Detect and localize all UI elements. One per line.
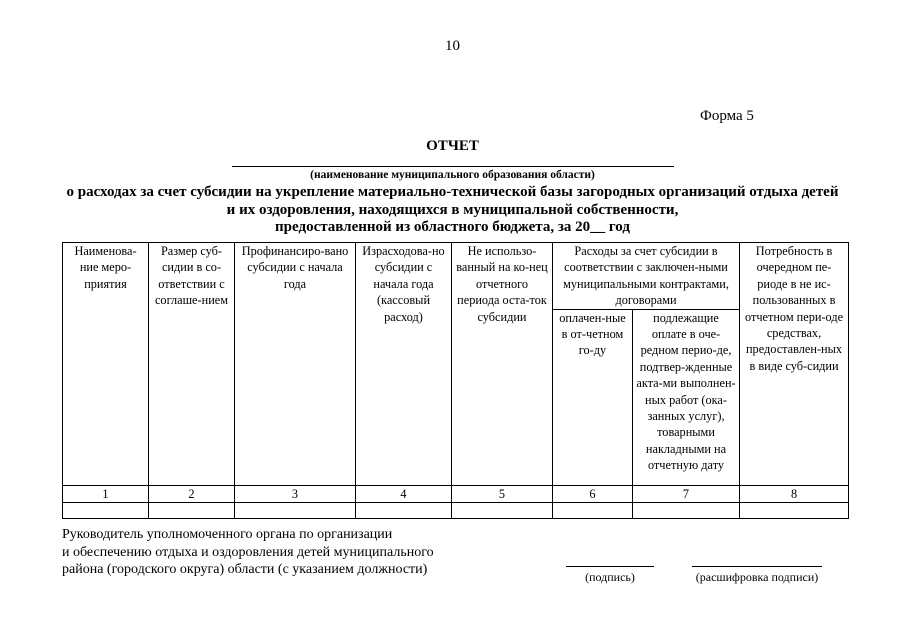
table-cell	[235, 503, 356, 519]
column-number: 3	[235, 485, 356, 502]
signer-line-3: района (городского округа) области (с указанием должности)	[62, 562, 428, 577]
column-number: 5	[452, 485, 553, 502]
column-number: 8	[740, 485, 849, 502]
page-number: 10	[445, 38, 460, 54]
table-cell	[356, 503, 452, 519]
report-table	[62, 242, 849, 519]
municipality-name-caption: (наименование муниципального образования области)	[310, 169, 595, 181]
column-subheader: подлежащие оплате в оче-редном перио-де, подтвер-жденные акта-ми выполнен-ных работ (ока-занных услуг), товарными накладными на отчетную дату	[633, 309, 740, 485]
column-header: Размер суб-сидии в со-ответствии с соглаше-нием	[149, 243, 235, 486]
signature-decoding-line	[692, 566, 822, 567]
column-header: Израсходова-но субсидии с начала года (кассовый расход)	[356, 243, 452, 486]
form-label: Форма 5	[700, 108, 754, 124]
column-header: Не использо-ванный на ко-нец отчетного периода оста-ток субсидии	[452, 243, 553, 486]
signature-caption: (подпись)	[585, 570, 635, 584]
table-cell	[740, 503, 849, 519]
column-header-group: Расходы за счет субсидии в соответствии с заключен-ными муниципальными контрактами, договорами	[553, 243, 740, 310]
report-subtitle	[30, 184, 875, 237]
table-cell	[63, 503, 149, 519]
subtitle-line-2: и их оздоровления, находящихся в муниципальной собственности,	[226, 201, 679, 218]
table-header-row	[63, 243, 849, 310]
column-header: Потребность в очередном пе-риоде в не ис-пользованных в отчетном пери-оде средствах, предоставлен-ных в виде суб-сидии	[740, 243, 849, 486]
signer-block	[62, 526, 434, 579]
table-cell	[633, 503, 740, 519]
table-cell	[452, 503, 553, 519]
table-cell	[553, 503, 633, 519]
municipality-name-line	[232, 166, 674, 167]
column-number: 4	[356, 485, 452, 502]
signer-line-2: и обеспечению отдыха и оздоровления детей муниципального	[62, 544, 434, 560]
column-subheader: оплачен-ные в от-четном го-ду	[553, 309, 633, 485]
report-title: ОТЧЕТ	[426, 138, 479, 154]
column-number: 1	[63, 485, 149, 502]
subtitle-line-1: о расходах за счет субсидии на укрепление материально-технической базы загородных организаций отдыха детей	[66, 184, 839, 200]
signer-line-1: Руководитель уполномоченного органа по организации	[62, 527, 393, 542]
column-number: 6	[553, 485, 633, 502]
column-number: 2	[149, 485, 235, 502]
column-header: Наименова-ние меро-приятия	[63, 243, 149, 486]
column-number: 7	[633, 485, 740, 502]
signature-decoding-caption: (расшифровка подписи)	[695, 570, 819, 584]
table-row	[63, 503, 849, 519]
subtitle-line-3: предоставленной из областного бюджета, за 20__ год	[275, 219, 630, 235]
signature-line	[566, 566, 654, 567]
column-header: Профинансиро-вано субсидии с начала года	[235, 243, 356, 486]
table-cell	[149, 503, 235, 519]
column-number-row	[63, 485, 849, 502]
